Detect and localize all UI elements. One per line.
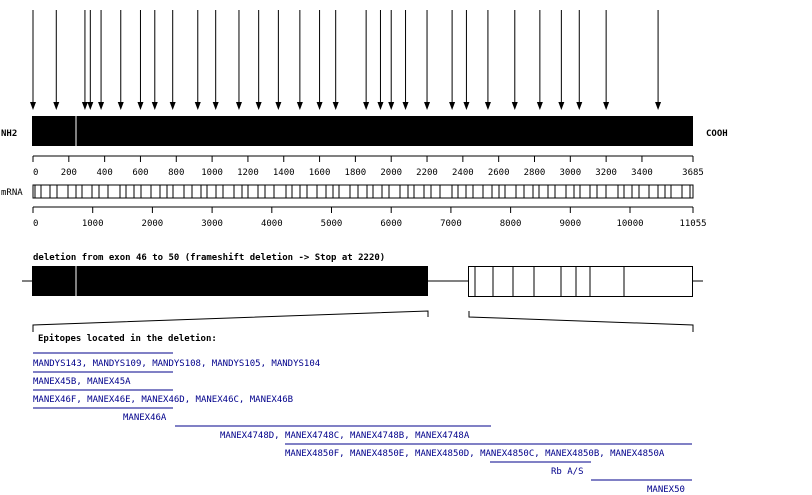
epitope-arrow — [30, 10, 36, 110]
epitope-arrow — [424, 10, 430, 110]
mrna-bar — [33, 185, 693, 198]
epitope-arrow — [275, 10, 281, 110]
epitope-arrow — [118, 10, 124, 110]
epitope-arrow — [82, 10, 88, 110]
aa-axis-ticks — [33, 156, 704, 178]
epitope-group-label: MANDYS143, MANDYS109, MANDYS108, MANDYS105, MANDYS104 — [33, 359, 321, 369]
aa-tick-label: 800 — [168, 168, 185, 178]
aa-tick-label: 3200 — [595, 168, 617, 178]
epitope-arrow — [655, 10, 661, 110]
nt-tick-label: 3000 — [201, 219, 223, 229]
nt-tick-label: 0 — [33, 219, 39, 229]
epitopes-header: Epitopes located in the deletion: — [38, 334, 217, 344]
aa-tick-label: 1000 — [201, 168, 223, 178]
truncated-protein-bar — [32, 266, 428, 296]
aa-tick-label: 2400 — [452, 168, 474, 178]
mrna-exon-boundaries — [35, 185, 690, 198]
epitope-group-label: Rb A/S — [551, 467, 584, 477]
zoom-right-bracket — [469, 311, 693, 332]
epitope-arrow — [576, 10, 582, 110]
nt-axis-ticks — [33, 207, 707, 229]
protein-bar — [32, 116, 693, 146]
epitope-arrow — [512, 10, 518, 110]
nt-tick-label: 1000 — [81, 219, 104, 229]
nt-tick-label: 2000 — [141, 219, 164, 229]
epitope-arrows — [30, 10, 661, 110]
epitope-arrow — [403, 10, 409, 110]
nt-tick-label: 9000 — [559, 219, 582, 229]
epitope-group-label: MANEX50 — [647, 485, 685, 495]
epitope-group-label: MANEX4850F, MANEX4850E, MANEX4850D, MANEX4850C, MANEX4850B, MANEX4850A — [285, 449, 665, 459]
epitope-arrow — [363, 10, 369, 110]
nt-tick-label: 4000 — [260, 219, 283, 229]
aa-tick-label: 3685 — [682, 168, 704, 178]
aa-tick-label: 1400 — [272, 168, 295, 178]
epitope-arrow — [256, 10, 262, 110]
aa-tick-label: 2200 — [416, 168, 438, 178]
aa-tick-label: 3400 — [631, 168, 653, 178]
epitope-arrow — [317, 10, 323, 110]
deletion-title: deletion from exon 46 to 50 (frameshift deletion -> Stop at 2220) — [33, 253, 386, 263]
epitope-arrow — [449, 10, 455, 110]
epitope-arrow — [603, 10, 609, 110]
aa-tick-label: 600 — [132, 168, 149, 178]
epitope-arrow — [152, 10, 158, 110]
epitope-arrow — [537, 10, 543, 110]
nt-tick-label: 7000 — [440, 219, 462, 229]
aa-tick-label: 400 — [96, 168, 113, 178]
nt-tick-label: 8000 — [499, 219, 522, 229]
aa-tick-label: 1600 — [308, 168, 331, 178]
aa-tick-label: 1800 — [344, 168, 367, 178]
nt-tick-label: 6000 — [380, 219, 403, 229]
aa-tick-label: 3000 — [559, 168, 582, 178]
nh2-label: NH2 — [1, 129, 18, 139]
epitope-group-label: MANEX46A — [123, 413, 167, 423]
nt-tick-label: 5000 — [320, 219, 343, 229]
epitope-arrow — [377, 10, 383, 110]
aa-tick-label: 2800 — [523, 168, 546, 178]
epitope-arrow — [87, 10, 93, 110]
aa-tick-label: 2600 — [487, 168, 510, 178]
epitope-arrow — [388, 10, 394, 110]
epitope-arrow — [53, 10, 59, 110]
epitope-arrow — [213, 10, 219, 110]
aa-tick-label: 1200 — [237, 168, 259, 178]
aa-tick-label: 2000 — [380, 168, 403, 178]
nt-tick-label: 11055 — [679, 219, 707, 229]
epitope-arrow — [463, 10, 469, 110]
cooh-label: COOH — [706, 129, 728, 139]
epitope-arrow — [485, 10, 491, 110]
zoom-left-bracket — [33, 311, 428, 332]
epitope-group-label: MANEX45B, MANEX45A — [33, 377, 131, 387]
epitope-arrow — [170, 10, 176, 110]
epitope-arrow — [558, 10, 564, 110]
epitope-arrow — [98, 10, 104, 110]
epitope-group-label: MANEX46F, MANEX46E, MANEX46D, MANEX46C, MANEX46B — [33, 395, 294, 405]
epitope-arrow — [236, 10, 242, 110]
aa-tick-label: 200 — [60, 168, 77, 178]
epitope-arrow — [137, 10, 143, 110]
mrna-label: mRNA — [1, 188, 23, 198]
epitope-arrow — [333, 10, 339, 110]
aa-tick-label: 0 — [33, 168, 39, 178]
nt-tick-label: 10000 — [616, 219, 644, 229]
epitope-arrow — [195, 10, 201, 110]
deleted-region-box — [469, 267, 693, 297]
epitope-group-label: MANEX4748D, MANEX4748C, MANEX4748B, MANEX4748A — [220, 431, 470, 441]
epitope-arrow — [297, 10, 303, 110]
